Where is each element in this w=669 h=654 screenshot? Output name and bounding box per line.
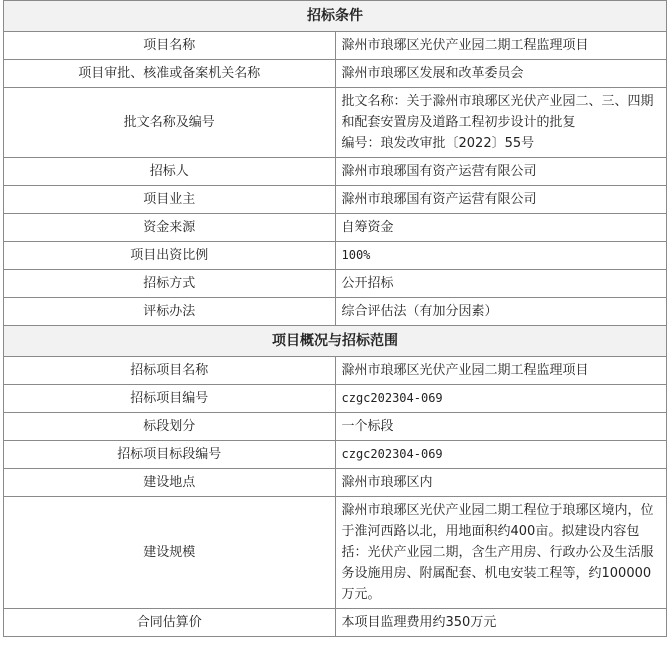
tenderer-value: 滁州市琅琊国有资产运营有限公司 [335, 158, 667, 186]
tender-project-no-value: czgc202304-069 [335, 385, 667, 413]
section-title-overview: 项目概况与招标范围 [4, 326, 667, 357]
tender-project-name-label: 招标项目名称 [4, 357, 336, 385]
investment-ratio-label: 项目出资比例 [4, 242, 336, 270]
table-row [4, 298, 667, 326]
tender-project-no-label: 招标项目编号 [4, 385, 336, 413]
scale-value: 滁州市琅琊区光伏产业园二期工程位于琅琊区境内，位于淮河西路以北，用地面积约400亩。拟建设内容包括：光伏产业园二期，含生产用房、行政办公及生活服务设施用房、附属配套、机电安装工程等，约100000万元。 [335, 497, 667, 609]
table-row [4, 497, 667, 609]
evaluation-value: 综合评估法（有加分因素） [335, 298, 667, 326]
project-name-value: 滁州市琅琊区光伏产业园二期工程监理项目 [335, 32, 667, 60]
table-row [4, 242, 667, 270]
tenderer-label: 招标人 [4, 158, 336, 186]
approval-doc-label: 批文名称及编号 [4, 88, 336, 158]
investment-ratio-value: 100% [335, 242, 667, 270]
approval-authority-label: 项目审批、核准或备案机关名称 [4, 60, 336, 88]
table-row [4, 609, 667, 637]
tender-project-name-value: 滁州市琅琊区光伏产业园二期工程监理项目 [335, 357, 667, 385]
table-row [4, 60, 667, 88]
project-name-label: 项目名称 [4, 32, 336, 60]
section-title-conditions: 招标条件 [4, 1, 667, 32]
table-row [4, 158, 667, 186]
table-row [4, 441, 667, 469]
table-row [4, 469, 667, 497]
approval-authority-value: 滁州市琅琊区发展和改革委员会 [335, 60, 667, 88]
contract-estimate-value: 本项目监理费用约350万元 [335, 609, 667, 637]
location-label: 建设地点 [4, 469, 336, 497]
lot-division-label: 标段划分 [4, 413, 336, 441]
section-header-row [4, 326, 667, 357]
approval-doc-value [335, 88, 667, 158]
approval-doc-title: 批文名称：关于滁州市琅琊区光伏产业园二、三、四期和配套安置房及道路工程初步设计的批复 [341, 94, 654, 130]
tender-method-label: 招标方式 [4, 270, 336, 298]
approval-doc-number: 编号：琅发改审批〔2022〕55号 [341, 136, 535, 151]
owner-label: 项目业主 [4, 186, 336, 214]
tender-method-value: 公开招标 [335, 270, 667, 298]
lot-division-value: 一个标段 [335, 413, 667, 441]
table-row [4, 357, 667, 385]
table-row [4, 88, 667, 158]
tender-info-table [3, 0, 667, 637]
table-row [4, 385, 667, 413]
section-header-row [4, 1, 667, 32]
lot-no-value: czgc202304-069 [335, 441, 667, 469]
table-row [4, 214, 667, 242]
table-row [4, 270, 667, 298]
lot-no-label: 招标项目标段编号 [4, 441, 336, 469]
funding-value: 自筹资金 [335, 214, 667, 242]
table-row [4, 32, 667, 60]
location-value: 滁州市琅琊区内 [335, 469, 667, 497]
owner-value: 滁州市琅琊国有资产运营有限公司 [335, 186, 667, 214]
scale-label: 建设规模 [4, 497, 336, 609]
table-row [4, 186, 667, 214]
contract-estimate-label: 合同估算价 [4, 609, 336, 637]
funding-label: 资金来源 [4, 214, 336, 242]
evaluation-label: 评标办法 [4, 298, 336, 326]
table-row [4, 413, 667, 441]
